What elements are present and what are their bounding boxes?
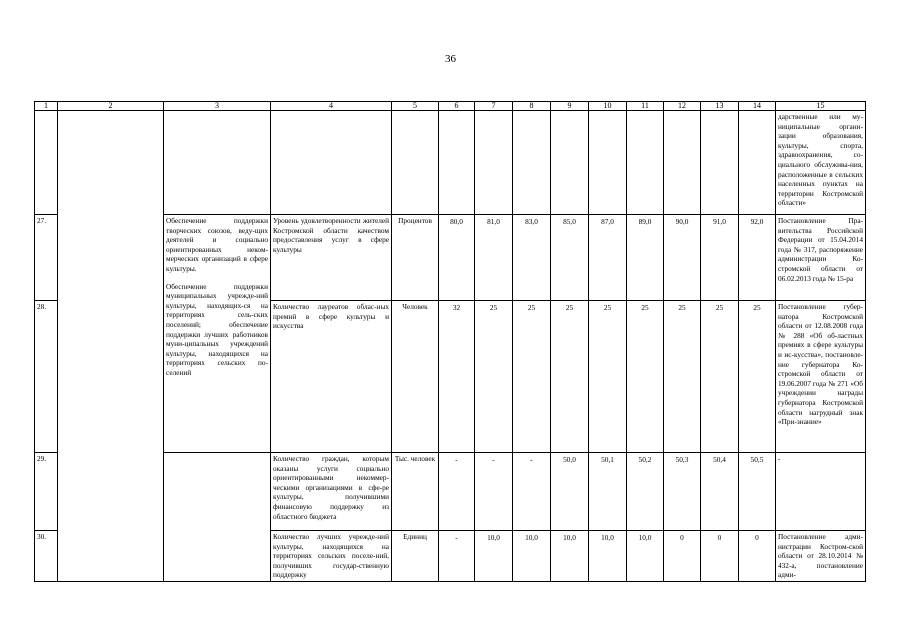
header-cell: 2 xyxy=(58,102,164,111)
table-row xyxy=(35,111,866,215)
unit-cell: Человек xyxy=(392,301,439,453)
unit-cell: Единиц xyxy=(392,531,439,582)
unit-cell xyxy=(392,111,439,215)
task-cell xyxy=(164,111,271,215)
value-cell: 0 xyxy=(664,531,701,582)
basis-cell: Постановление Пра-вительства Российской Федерации от 15.04.2014 года № 317, распоряжение администрации Ко-стромской области от 06.02.2013 года № 15-ра xyxy=(776,215,866,301)
value-cell: - xyxy=(513,453,551,531)
basis-cell: дарственные или му-ниципальные органи-зации образования, культуры, спорта, здравоохранения, со-циального обслужива-ния, расположенные в сельских населенных пунктах на территории Костромской области» xyxy=(776,111,866,215)
value-cell: 25 xyxy=(701,301,739,453)
value-cell: 89,0 xyxy=(627,215,664,301)
value-cell: 0 xyxy=(739,531,776,582)
value-cell: 50,5 xyxy=(739,453,776,531)
task-cell xyxy=(164,215,271,453)
header-cell: 14 xyxy=(739,102,776,111)
value-cell: 10,0 xyxy=(551,531,589,582)
value-cell: 25 xyxy=(739,301,776,453)
value-cell: 10,0 xyxy=(513,531,551,582)
header-cell: 9 xyxy=(551,102,589,111)
header-cell: 5 xyxy=(392,102,439,111)
value-cell: 83,0 xyxy=(513,215,551,301)
value-cell: 25 xyxy=(664,301,701,453)
value-cell: 85,0 xyxy=(551,215,589,301)
value-cell: - xyxy=(439,453,475,531)
indicators-table xyxy=(34,101,866,582)
row-number: 27. xyxy=(35,215,58,301)
value-cell: 50,4 xyxy=(701,453,739,531)
value-cell: 10,0 xyxy=(475,531,513,582)
value-cell: 90,0 xyxy=(664,215,701,301)
value-cell: 92,0 xyxy=(739,215,776,301)
page-number: 36 xyxy=(445,53,456,65)
header-cell: 3 xyxy=(164,102,271,111)
value-cell: - xyxy=(475,453,513,531)
row-number: 28. xyxy=(35,301,58,453)
value-cell: 81,0 xyxy=(475,215,513,301)
value-cell: 25 xyxy=(475,301,513,453)
num-cell xyxy=(35,111,58,215)
value-cell: 10,0 xyxy=(627,531,664,582)
value-cell: 50,2 xyxy=(627,453,664,531)
indicator-cell: Уровень удовлетворенности жителей Костромской области качеством предоставления услуг в сфере культуры xyxy=(271,215,392,301)
value-cell: 87,0 xyxy=(589,215,627,301)
value-cell: 50,3 xyxy=(664,453,701,531)
row-number: 30. xyxy=(35,531,58,582)
header-cell: 6 xyxy=(439,102,475,111)
header-cell: 8 xyxy=(513,102,551,111)
header-cell: 4 xyxy=(271,102,392,111)
header-cell: 13 xyxy=(701,102,739,111)
value-cell: 32 xyxy=(439,301,475,453)
basis-cell: Постановление губер-натора Костромской области от 12.08.2008 года № 288 «Об об-ластных премиях в сфере культуры и ис-кусства», постановле-ние губернатора Ко-стромской области от 19.06.2007 года № 271 «Об учреждении награды губернатора Костромской области нагрудный знак «При-знание» xyxy=(776,301,866,453)
header-cell: 7 xyxy=(475,102,513,111)
basis-cell: - xyxy=(776,453,866,531)
indicator-cell: Количество лауреатов облас-ных премий в сфере культуры и искусства xyxy=(271,301,392,453)
header-cell: 1 xyxy=(35,102,58,111)
value-cell: - xyxy=(439,531,475,582)
indicator-cell: Количество лучших учрежде-ний культуры, находящихся на территориях сельских поселе-ний, получивших государ-ственную поддержку xyxy=(271,531,392,582)
header-cell: 15 xyxy=(776,102,866,111)
value-cell: 25 xyxy=(551,301,589,453)
value-cell: 25 xyxy=(589,301,627,453)
header-cell: 12 xyxy=(664,102,701,111)
value-cell: 91,0 xyxy=(701,215,739,301)
indicator-cell xyxy=(271,111,392,215)
value-cell: 25 xyxy=(513,301,551,453)
value-cell: 80,0 xyxy=(439,215,475,301)
goal-cell xyxy=(58,111,164,582)
unit-cell: Тыс. человек xyxy=(392,453,439,531)
value-cell: 50,1 xyxy=(589,453,627,531)
basis-cell: Постановление адми-нистрации Костром-ской области от 28.10.2014 № 432-а, постановление адми- xyxy=(776,531,866,582)
value-cell: 25 xyxy=(627,301,664,453)
header-row xyxy=(35,102,866,111)
value-cell: 0 xyxy=(701,531,739,582)
value-cell: 10,0 xyxy=(589,531,627,582)
task-cell xyxy=(164,453,271,582)
row-number: 29. xyxy=(35,453,58,531)
header-cell: 10 xyxy=(589,102,627,111)
task-text: Обеспечение поддержки муниципальных учрежде-ний культуры, находящих-ся на территориях сель-ских поселений; обеспечение поддержки лучших работников муни-ципальных учреждений культуры, находящихся на территориях сельских по-селений xyxy=(166,281,268,377)
header-cell: 11 xyxy=(627,102,664,111)
value-cell: 50,0 xyxy=(551,453,589,531)
indicator-cell: Количество граждан, которым оказаны услуги социально ориентированными некоммер-ческими организациями в сфе-ре культуры, получившими финансовую поддержку из областного бюджета xyxy=(271,453,392,531)
unit-cell: Процентов xyxy=(392,215,439,301)
task-text: Обеспечение поддержки творческих союзов, веду-щих деятелей и социально ориентированных неком-мерческих организаций в сфере культуры. xyxy=(166,216,268,273)
